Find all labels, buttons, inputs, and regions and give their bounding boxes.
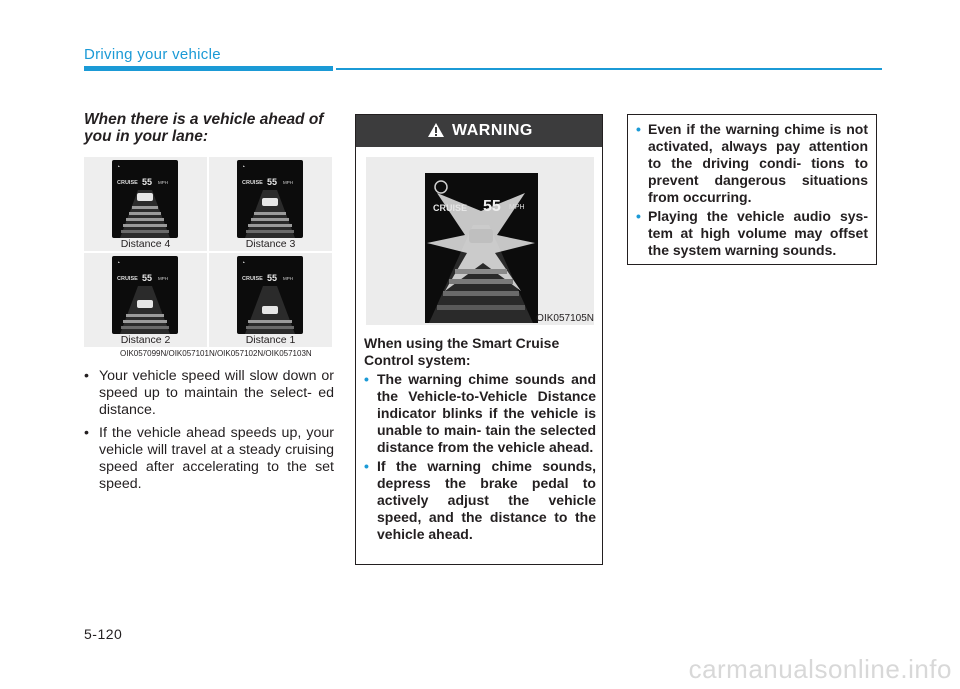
- bullet-icon: •: [364, 371, 369, 387]
- cluster-display: [425, 173, 538, 323]
- set-speed: 55: [142, 177, 153, 187]
- left-bullet-list: [84, 368, 334, 499]
- smart-cruise-gauge-icon: [435, 181, 447, 193]
- list-item-text: Your vehicle speed will slow down or speed up to maintain the select- ed distance.: [99, 368, 334, 418]
- cruise-label: CRUISE: [433, 203, 468, 213]
- smart-cruise-gauge-icon: ◔: [241, 164, 246, 171]
- vehicle-ahead-icon: [469, 229, 493, 243]
- list-item: [636, 121, 868, 206]
- bullet-icon: •: [636, 208, 641, 224]
- list-item: [636, 208, 868, 259]
- distance-bars-graphic: [237, 160, 303, 238]
- cruise-label: CRUISE: [242, 180, 263, 186]
- vehicle-ahead-icon: [262, 198, 278, 206]
- smart-cruise-gauge-icon: ◔: [116, 164, 121, 171]
- distance-bars-graphic: [112, 256, 178, 334]
- vehicle-ahead-icon: [137, 193, 153, 201]
- speed-unit: MPH: [509, 204, 525, 211]
- vehicle-ahead-icon: [137, 300, 153, 308]
- speed-unit: MPH: [158, 276, 168, 281]
- cluster-display: [112, 256, 178, 334]
- cruise-label: CRUISE: [117, 180, 138, 186]
- distance-bars-graphic: [112, 160, 178, 238]
- caution-box: [627, 114, 877, 265]
- bullet-icon: •: [636, 121, 641, 137]
- bullet-icon: •: [84, 425, 89, 441]
- page-number: 5-120: [84, 626, 123, 642]
- subheading: When there is a vehicle ahead of you in your lane:: [84, 111, 324, 145]
- set-speed: 55: [483, 198, 501, 215]
- list-item-text: If the vehicle ahead speeds up, your vehicle will travel at a steady cruising speed after accelerating to the set speed.: [99, 425, 334, 492]
- figure-caption: Distance 3: [245, 238, 296, 250]
- list-item-text: If the warning chime sounds, depress the brake pedal to actively adjust the vehicle speed, and the distance to the vehicle ahead.: [377, 458, 596, 542]
- smart-cruise-gauge-icon: ◔: [116, 260, 121, 267]
- figure-caption: Distance 2: [120, 334, 171, 346]
- distance-figure: [209, 157, 332, 251]
- bullet-icon: •: [364, 458, 369, 474]
- speed-unit: MPH: [158, 180, 168, 185]
- warning-image: [366, 157, 594, 325]
- list-item-text: Even if the warning chime is not activated, always pay attention to the driving condi- tions to prevent dangerous situations from occurring.: [648, 121, 868, 205]
- watermark: carmanualsonline.info: [688, 654, 952, 684]
- header-rule-thin: [336, 68, 882, 70]
- smart-cruise-gauge-icon: ◔: [241, 260, 246, 267]
- warning-intro: When using the Smart Cruise Control system:: [364, 335, 560, 368]
- set-speed: 55: [142, 273, 153, 283]
- set-speed: 55: [267, 177, 278, 187]
- cruise-label: CRUISE: [242, 276, 263, 282]
- speed-unit: MPH: [283, 276, 293, 281]
- warning-display-graphic: [425, 173, 538, 323]
- image-reference: OIK057105N: [536, 313, 594, 324]
- cluster-display: [237, 160, 303, 238]
- cluster-display: [112, 160, 178, 238]
- distance-figure-grid: [84, 157, 334, 347]
- list-item: [364, 371, 596, 456]
- distance-figure: [84, 253, 207, 347]
- header-rule-thick: [84, 66, 333, 71]
- list-item: [84, 368, 334, 419]
- warning-triangle-icon: [427, 122, 445, 138]
- figure-reference: OIK057099N/OIK057101N/OIK057102N/OIK057103N: [120, 349, 312, 358]
- distance-figure: [209, 253, 332, 347]
- set-speed: 55: [267, 273, 278, 283]
- speed-unit: MPH: [283, 180, 293, 185]
- vehicle-ahead-icon: [262, 306, 278, 314]
- distance-bars-graphic: [237, 256, 303, 334]
- list-item: [84, 425, 334, 493]
- list-item: [364, 458, 596, 543]
- warning-header: [356, 115, 602, 147]
- cluster-display: [237, 256, 303, 334]
- cruise-label: CRUISE: [117, 276, 138, 282]
- bullet-icon: •: [84, 368, 89, 384]
- list-item-text: Playing the vehicle audio sys- tem at high volume may offset the system warning sounds.: [648, 208, 868, 258]
- figure-caption: Distance 4: [120, 238, 171, 250]
- distance-figure: [84, 157, 207, 251]
- section-title: Driving your vehicle: [84, 46, 221, 63]
- warning-box: [355, 114, 603, 565]
- list-item-text: The warning chime sounds and the Vehicle-to-Vehicle Distance indicator blinks if the vehicle is unable to main- tain the selected distance from the vehicle ahead.: [377, 371, 596, 455]
- figure-caption: Distance 1: [245, 334, 296, 346]
- warning-title: WARNING: [452, 122, 533, 139]
- warning-body: [364, 335, 596, 545]
